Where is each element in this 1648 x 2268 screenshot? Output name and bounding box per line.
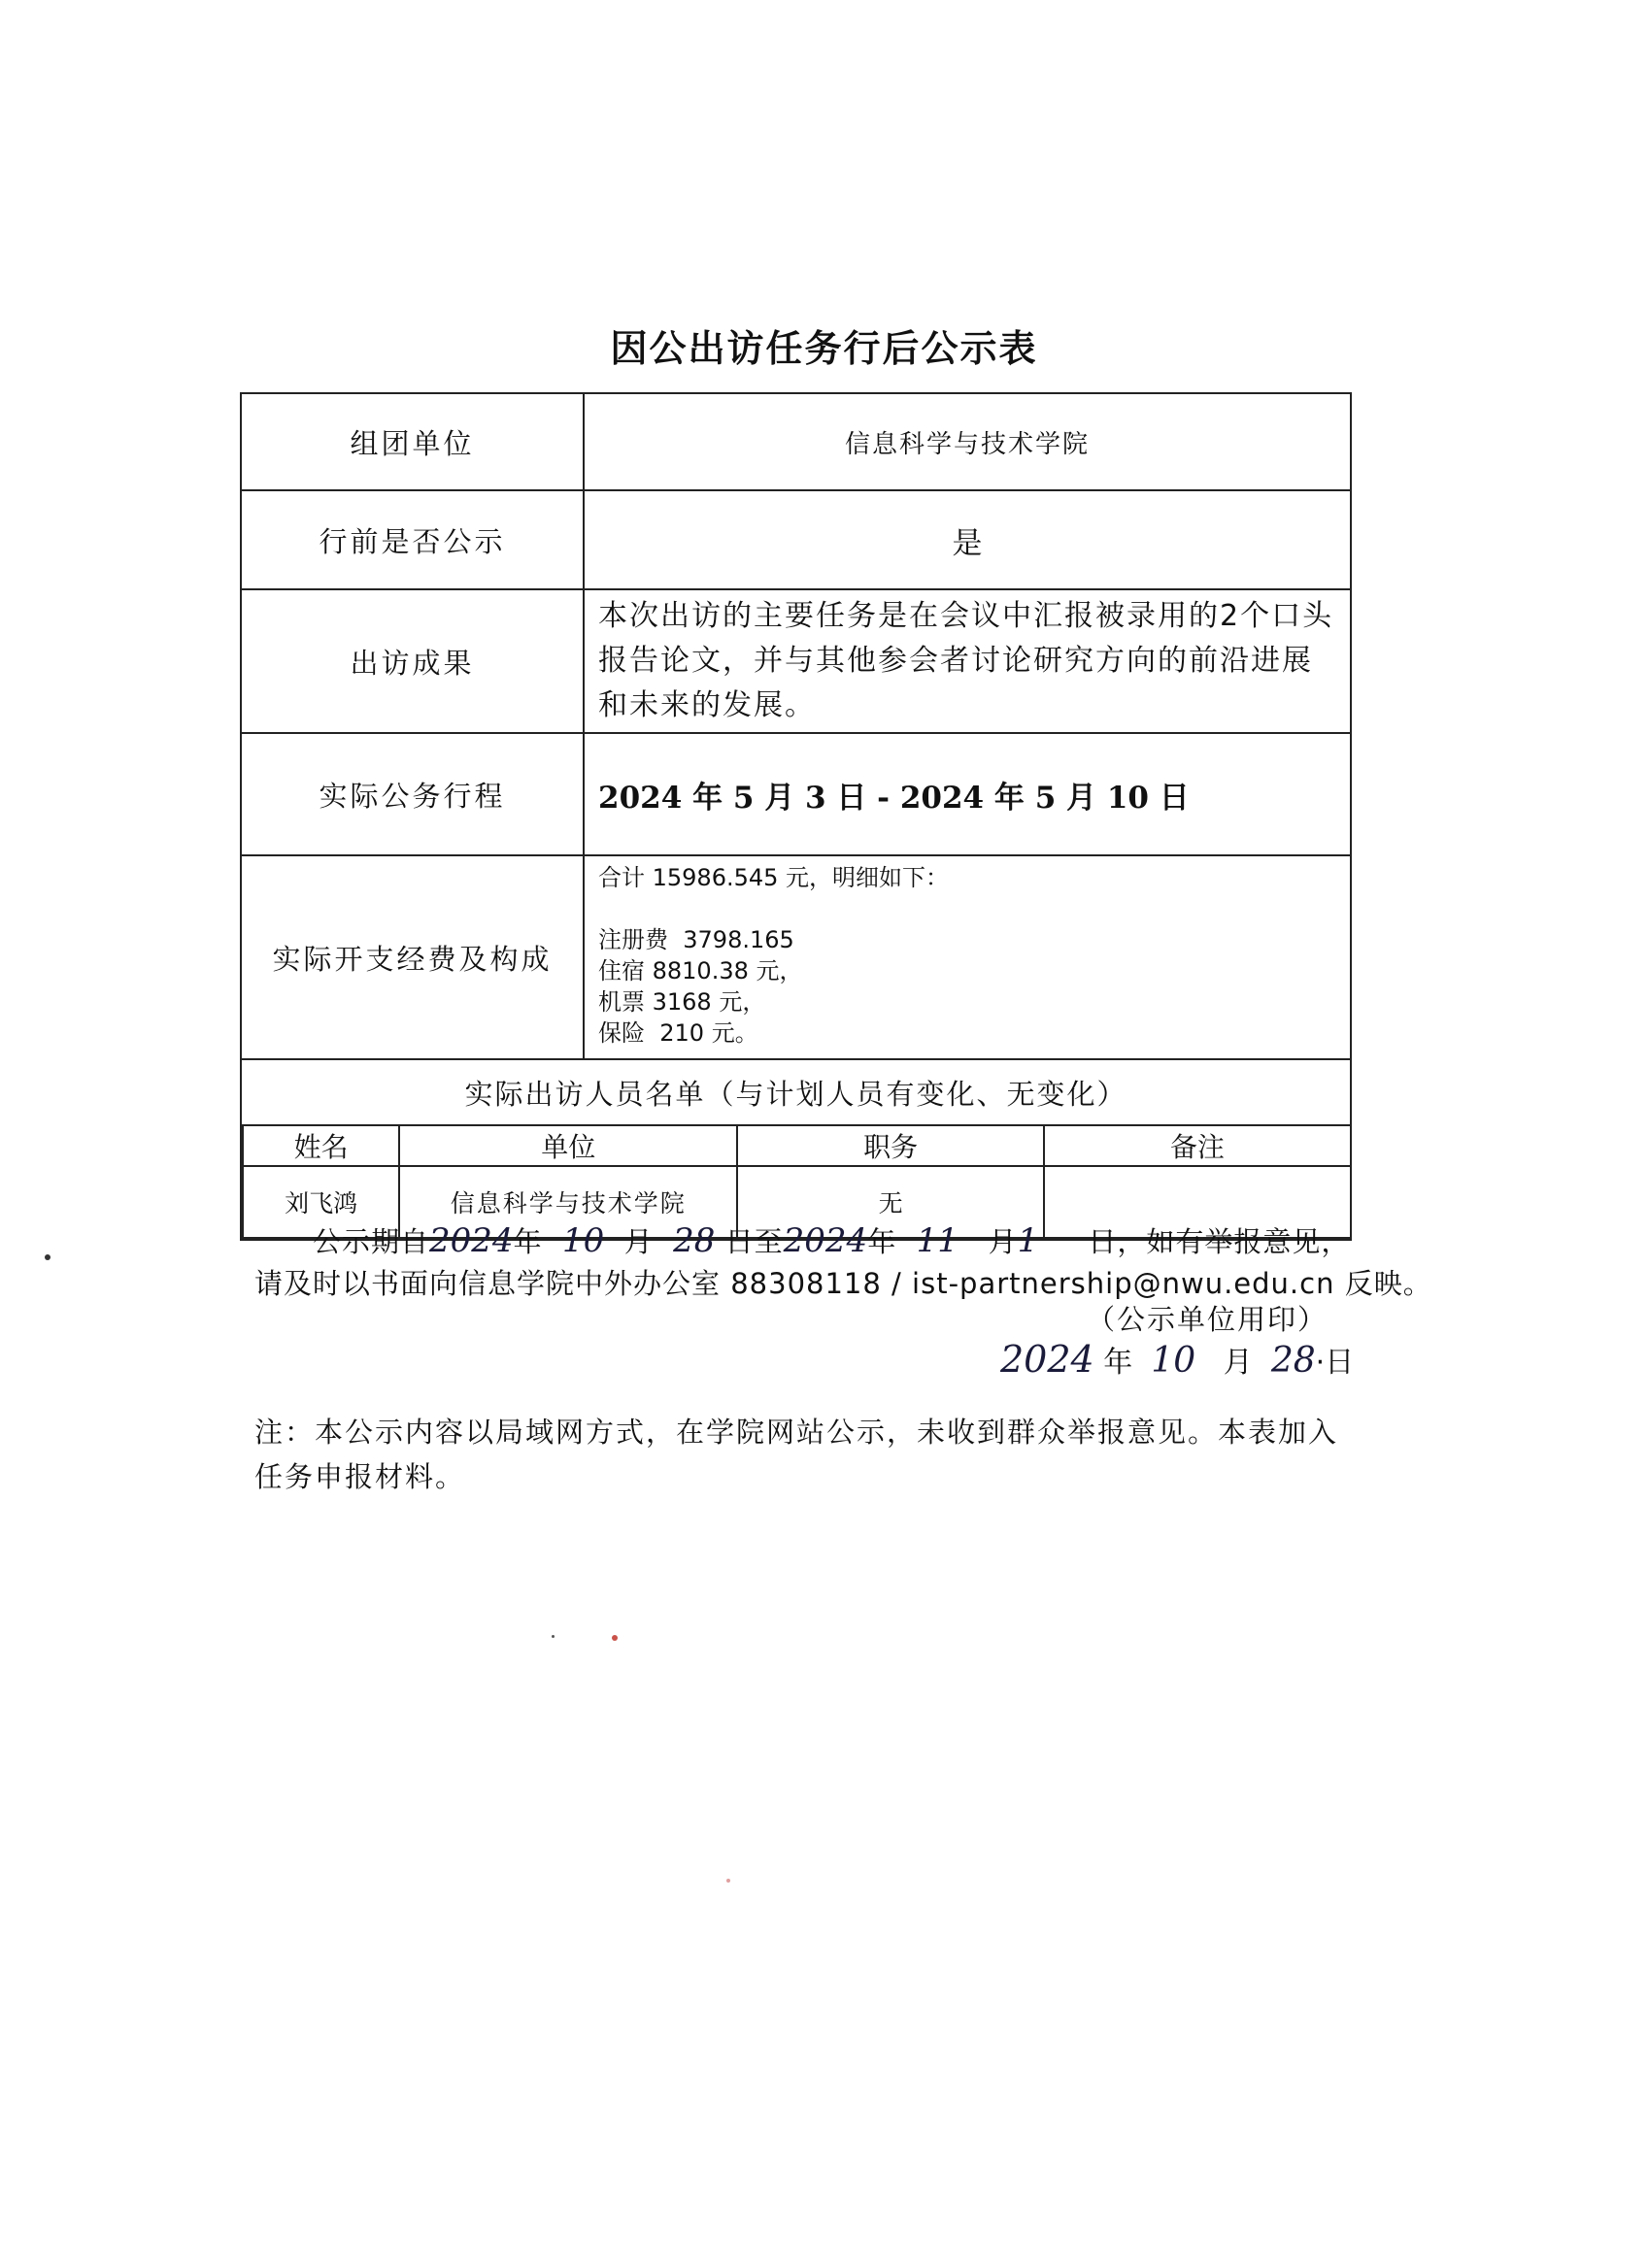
members-header-row [243,1126,1350,1166]
handwritten-start-year: 2024 [429,1221,514,1260]
header-remark: 备注 [1044,1126,1350,1166]
year-char: 年 [1103,1346,1133,1380]
cost-item: 注册费 3798.165 [598,926,794,953]
notice-line-2: 请及时以书面向信息学院中外办公室 88308118 / ist-partnership@nwu.edu.cn 反映。 [254,1267,1432,1300]
pre-notice-label: 行前是否公示 [241,490,584,589]
schedule-value: 2024 年 5 月 3 日 - 2024 年 5 月 10 日 [584,733,1351,855]
scan-speck [612,1635,618,1641]
notice-line-1 [313,1220,1350,1260]
row-schedule [241,733,1351,855]
unit-value: 信息科学与技术学院 [584,393,1351,490]
member-name: 刘飞鸿 [243,1166,399,1238]
member-unit: 信息科学与技术学院 [399,1166,737,1238]
row-pre-notice [241,490,1351,589]
notice-suffix: 日，如有举报意见， [1088,1225,1351,1258]
header-position: 职务 [737,1126,1043,1166]
handwritten-sign-month: 10 [1151,1341,1196,1381]
pre-notice-value: 是 [584,490,1351,589]
unit-label: 组团单位 [241,393,584,490]
scan-speck [552,1635,555,1638]
page-title: 因公出访任务行后公示表 [610,327,1038,370]
handwritten-sign-day: 28 [1270,1341,1316,1381]
scan-speck [45,1254,50,1260]
header-unit: 单位 [399,1126,737,1166]
scan-speck [726,1879,730,1883]
day-to-text: 日至 [724,1225,784,1258]
result-value: 本次出访的主要任务是在会议中汇报被录用的2个口头报告论文，并与其他参会者讨论研究方向的前沿进展和未来的发展。 [584,589,1351,733]
schedule-label: 实际公务行程 [241,733,584,855]
month-char: 月 [988,1225,1018,1258]
row-unit [241,393,1351,490]
cost-item: 机票 3168 元， [598,988,766,1016]
publicity-table [240,392,1352,1241]
seal-text: （公示单位用印） [1086,1303,1328,1336]
handwritten-start-month: 10 [562,1221,605,1260]
footnote: 注：本公示内容以局域网方式，在学院网站公示，未收到群众举报意见。本表加入任务申报材料。 [254,1416,1339,1493]
row-members-title [241,1059,1351,1125]
notice-prefix: 公示期自 [313,1225,430,1258]
row-cost [241,855,1351,1059]
day-char: ·日 [1315,1346,1355,1380]
result-label: 出访成果 [241,589,584,733]
cost-total: 合计 15986.545 元，明细如下： [598,864,950,891]
month-char: 月 [1223,1346,1253,1380]
month-char: 月 [623,1225,654,1258]
cost-item: 保险 210 元。 [598,1019,758,1047]
sign-date [1000,1338,1354,1381]
year-char: 年 [867,1225,897,1258]
row-result [241,589,1351,733]
handwritten-end-year: 2024 [783,1221,868,1260]
header-name: 姓名 [243,1126,399,1166]
handwritten-end-month: 11 [916,1221,959,1260]
members-section-title: 实际出访人员名单（与计划人员有变化、无变化） [241,1059,1351,1125]
handwritten-end-day: 1 [1017,1221,1039,1260]
member-position: 无 [737,1166,1043,1238]
cost-item: 住宿 8810.38 元， [598,957,803,984]
year-char: 年 [513,1225,543,1258]
cost-label: 实际开支经费及构成 [241,855,584,1059]
handwritten-sign-year: 2024 [1000,1338,1094,1381]
handwritten-start-day: 28 [673,1221,716,1260]
cost-value [584,855,1351,1059]
